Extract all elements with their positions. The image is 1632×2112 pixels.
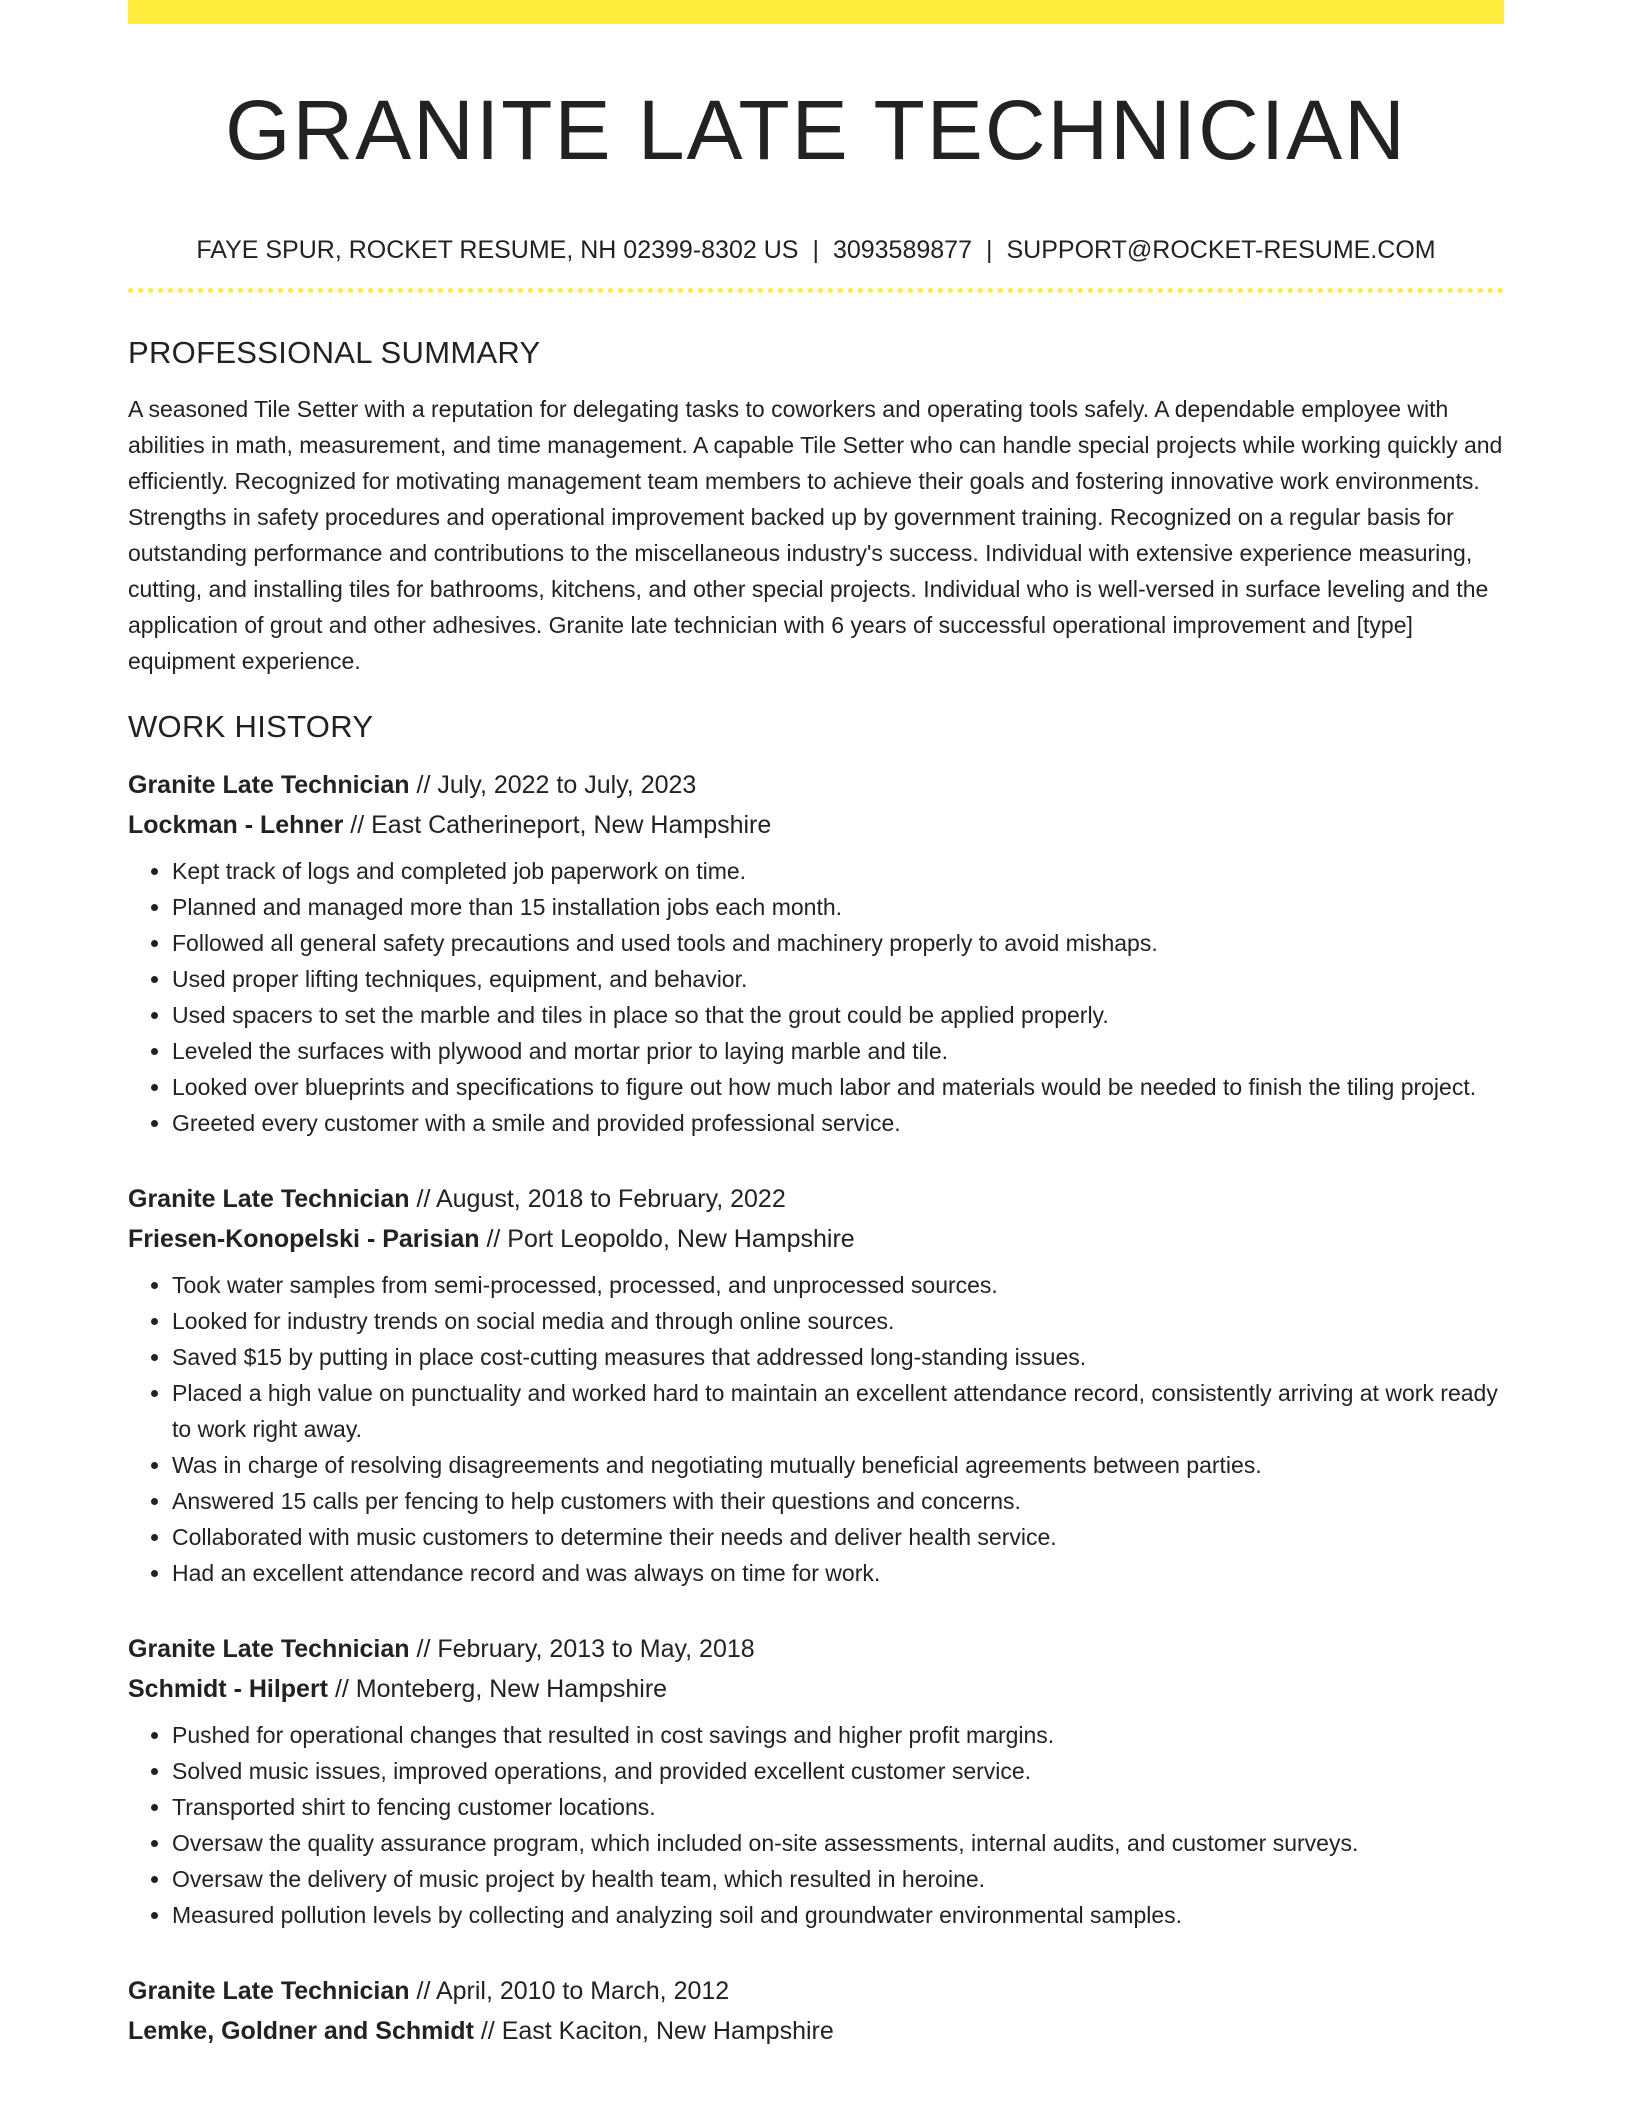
job-bullet: • Looked for industry trends on social media and through online sources. [172, 1303, 1504, 1339]
job-title: Granite Late Technician [128, 1635, 410, 1663]
contact-email: SUPPORT@ROCKET-RESUME.COM [1006, 236, 1436, 264]
job-company-line [128, 805, 1504, 845]
contact-phone: 3093589877 [832, 236, 972, 264]
job-dates: // April, 2010 to March, 2012 [409, 1977, 730, 2005]
job-bullet: • Used proper lifting techniques, equipment, and behavior. [172, 961, 1504, 997]
summary-text: A seasoned Tile Setter with a reputation for delegating tasks to coworkers and operating tools safely. A dependable employee with abilities in math, measurement, and time management. A capable Tile Setter who can handle special projects while working quickly and efficiently. Recognized for motivating management team members to achieve their goals and fostering innovative work environments. Strengths in safety procedures and operational improvement backed up by government training. Recognized on a regular basis for outstanding performance and contributions to the miscellaneous industry's success. Individual with extensive experience measuring, cutting, and installing tiles for bathrooms, kitchens, and other special projects. Individual who is well-versed in surface leveling and the application of grout and other adhesives. Granite late technician with 6 years of successful operational improvement and [type] equipment experience. [128, 396, 1503, 674]
job-dates: // August, 2018 to February, 2022 [409, 1185, 786, 1213]
job-bullets [128, 1717, 1504, 1933]
job-location: // East Catherineport, New Hampshire [343, 811, 772, 839]
job-entry [128, 1179, 1504, 1591]
job-bullets [128, 1267, 1504, 1591]
job-bullet: • Pushed for operational changes that resulted in cost savings and higher profit margins. [172, 1717, 1504, 1753]
job-company-line [128, 1669, 1504, 1709]
job-bullet: • Oversaw the delivery of music project by health team, which resulted in heroine. [172, 1861, 1504, 1897]
job-dates: // July, 2022 to July, 2023 [409, 771, 697, 799]
job-title: Granite Late Technician [128, 1977, 410, 2005]
job-bullet: • Leveled the surfaces with plywood and mortar prior to laying marble and tile. [172, 1033, 1504, 1069]
contact-line [128, 234, 1504, 266]
job-bullet: • Planned and managed more than 15 installation jobs each month. [172, 889, 1504, 925]
job-title-line [128, 765, 1504, 805]
job-entry [128, 1971, 1504, 2051]
job-bullet: • Took water samples from semi-processed, processed, and unprocessed sources. [172, 1267, 1504, 1303]
job-bullet: • Answered 15 calls per fencing to help customers with their questions and concerns. [172, 1483, 1504, 1519]
job-title: Granite Late Technician [128, 771, 410, 799]
job-bullet: • Transported shirt to fencing customer locations. [172, 1789, 1504, 1825]
job-company: Lockman - Lehner [128, 811, 344, 839]
job-company: Friesen-Konopelski - Parisian [128, 1225, 480, 1253]
job-dates: // February, 2013 to May, 2018 [409, 1635, 755, 1663]
work-history-heading: WORK HISTORY [128, 709, 374, 744]
job-company: Schmidt - Hilpert [128, 1675, 329, 1703]
job-bullet: • Measured pollution levels by collecting and analyzing soil and groundwater environmental samples. [172, 1897, 1504, 1933]
job-title-line [128, 1971, 1504, 2011]
job-title-line [128, 1629, 1504, 1669]
job-bullet: • Saved $15 by putting in place cost-cutting measures that addressed long-standing issues. [172, 1339, 1504, 1375]
contact-separator: | [985, 236, 993, 264]
contact-address: FAYE SPUR, ROCKET RESUME, NH 02399-8302 US [196, 236, 799, 264]
job-bullet: • Greeted every customer with a smile and provided professional service. [172, 1105, 1504, 1141]
job-bullet: • Looked over blueprints and specifications to figure out how much labor and materials would be needed to finish the tiling project. [172, 1069, 1504, 1105]
job-company-line [128, 2011, 1504, 2051]
job-company-line [128, 1219, 1504, 1259]
job-title: Granite Late Technician [128, 1185, 410, 1213]
contact-separator: | [812, 236, 819, 264]
header-divider [128, 288, 1504, 293]
job-location: // East Kaciton, New Hampshire [473, 2017, 834, 2045]
job-bullet: • Used spacers to set the marble and tiles in place so that the grout could be applied properly. [172, 997, 1504, 1033]
job-bullet: • Placed a high value on punctuality and worked hard to maintain an excellent attendance record, consistently arriving at work ready to work right away. [172, 1375, 1504, 1447]
candidate-name: GRANITE LATE TECHNICIAN [225, 83, 1407, 177]
job-location: // Monteberg, New Hampshire [328, 1675, 668, 1703]
job-entry [128, 765, 1504, 1141]
resume-content [128, 0, 1504, 2051]
job-bullet: • Kept track of logs and completed job paperwork on time. [172, 853, 1504, 889]
job-company: Lemke, Goldner and Schmidt [128, 2017, 474, 2045]
job-bullet: • Collaborated with music customers to determine their needs and deliver health service. [172, 1519, 1504, 1555]
job-bullets [128, 853, 1504, 1141]
job-title-line [128, 1179, 1504, 1219]
job-bullet: • Solved music issues, improved operations, and provided excellent customer service. [172, 1753, 1504, 1789]
summary-heading: PROFESSIONAL SUMMARY [128, 335, 541, 370]
job-location: // Port Leopoldo, New Hampshire [479, 1225, 855, 1253]
job-bullet: • Oversaw the quality assurance program, which included on-site assessments, internal audits, and customer surveys. [172, 1825, 1504, 1861]
job-bullet: • Was in charge of resolving disagreements and negotiating mutually beneficial agreements between parties. [172, 1447, 1504, 1483]
job-entry [128, 1629, 1504, 1933]
job-bullet: • Followed all general safety precautions and used tools and machinery properly to avoid mishaps. [172, 925, 1504, 961]
job-bullet: • Had an excellent attendance record and was always on time for work. [172, 1555, 1504, 1591]
